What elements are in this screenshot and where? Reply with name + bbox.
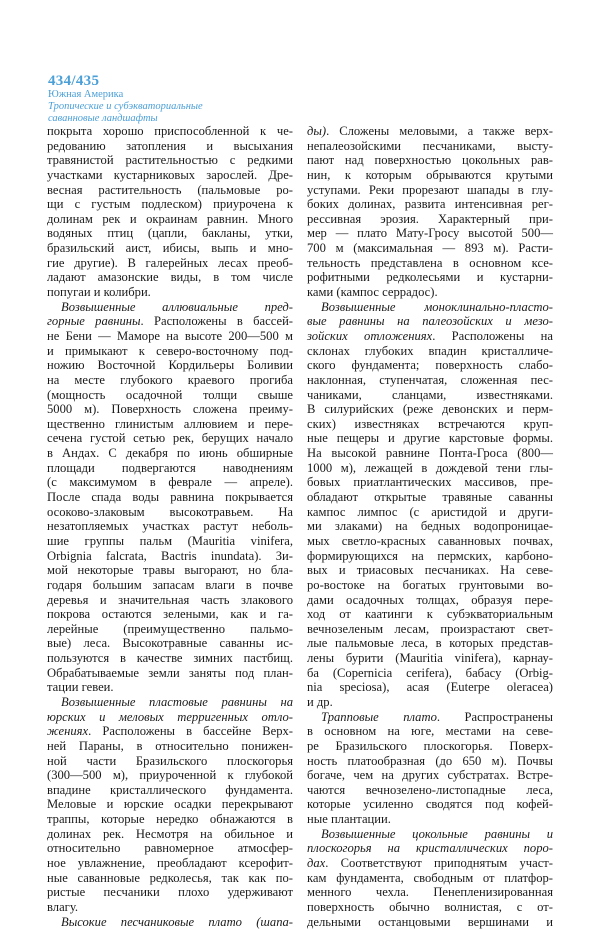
- text-line: [47, 549, 293, 564]
- text-line: [47, 344, 293, 359]
- text-line: [307, 797, 553, 812]
- body-text: nia speciosa), асая (Euterpe oleracea): [307, 680, 553, 695]
- text-line: [307, 153, 553, 168]
- body-text: вечнозеленым лесам, произрастают свет-: [307, 621, 553, 636]
- text-line: [307, 373, 553, 388]
- text-line: [47, 915, 293, 929]
- body-text: ба (Copernicia cerifera), бабасу (Orbig-: [307, 665, 553, 680]
- body-text: После спада воды равнина покрывается: [47, 490, 293, 505]
- text-line: [47, 578, 293, 593]
- text-line: [307, 431, 553, 446]
- body-text: ные пещеры и другие карстовые формы.: [307, 431, 553, 446]
- body-text: кампос лимпос (с аристидой и други-: [307, 504, 553, 519]
- body-text: богаче, чем на других субстратах. Встре-: [307, 768, 553, 783]
- body-text: . Распространены: [436, 709, 553, 724]
- body-text: ной части Бразильского плоскогорья: [47, 753, 293, 768]
- body-text: (с максимумом в феврале — апреле).: [47, 475, 293, 490]
- text-line: [307, 329, 553, 344]
- body-text: ные саванновые редколесья, так как по-: [47, 870, 293, 885]
- section-title: Южная Америка: [48, 89, 124, 100]
- body-text: впадине кристаллического фундамента.: [47, 782, 293, 797]
- text-line: [47, 783, 293, 798]
- body-text: дельными останцовыми вершинами и: [307, 914, 553, 929]
- text-line: [307, 900, 553, 915]
- text-line: [47, 622, 293, 637]
- text-line: [47, 241, 293, 256]
- body-text: участками кустарниковых зарослей. Дре-: [47, 167, 293, 182]
- left-text-column: [47, 124, 293, 929]
- body-text: сечена густой сетью рек, берущих начало: [47, 431, 293, 446]
- text-line: [307, 871, 553, 886]
- body-text: долинам рек и окраинам равнин. Много: [47, 211, 293, 226]
- body-text: и примыкают к северо-восточному под-: [47, 343, 293, 358]
- text-line: [307, 402, 553, 417]
- text-line: [47, 358, 293, 373]
- body-text: покрыта хорошо приспособленной к че-: [47, 124, 293, 138]
- body-text: вых и триасовых песчаниках. На севе-: [307, 563, 553, 578]
- body-text: не Бени — Маморе на высоте 200—500 м: [47, 328, 293, 343]
- italic-heading: плоскогорья на кристаллических поро-: [307, 841, 553, 856]
- body-text: площади подвергаются наводнениям: [47, 460, 293, 475]
- body-text: годаря большим запасам влаги в почве: [47, 577, 293, 592]
- body-text: ней Параны, в относительно понижен-: [47, 738, 293, 753]
- text-line: [307, 666, 553, 681]
- text-line: [47, 724, 293, 739]
- body-text: (мощность осадочной толщи свыше: [47, 387, 293, 402]
- page-numbers: 434/435: [48, 73, 100, 89]
- text-line: [307, 724, 553, 739]
- text-line: [307, 124, 553, 139]
- text-line: [47, 739, 293, 754]
- body-text: Orbignia falcrata, Bactris inundata). Зи-: [47, 548, 293, 563]
- body-text: 5000 м). Поверхность сложена преиму-: [47, 402, 293, 417]
- text-line: [47, 124, 293, 139]
- text-line: [47, 153, 293, 168]
- text-line: [47, 256, 293, 271]
- text-line: [307, 314, 553, 329]
- body-text: щественно глинистым аллювием и пере-: [47, 416, 293, 431]
- text-line: [307, 285, 553, 300]
- text-line: [307, 417, 553, 432]
- text-line: [47, 139, 293, 154]
- text-line: [47, 183, 293, 198]
- text-line: [47, 461, 293, 476]
- body-text: в основном на юге, местами на севе-: [307, 724, 553, 739]
- body-text: формирующихся на пермских, карбоно-: [307, 548, 553, 563]
- body-text: мой некоторые травы выгорают, но бла-: [47, 563, 293, 578]
- body-text: кам фундамента, свободным от платфор-: [307, 870, 553, 885]
- body-text: бовых приатлантических массивов, пре-: [307, 475, 553, 490]
- body-text: На высокой равнине Понта-Гроса (800—: [307, 446, 553, 461]
- text-line: [307, 710, 553, 725]
- body-text: водяных птиц (цапли, бакланы, утки,: [47, 226, 293, 241]
- text-line: [307, 739, 553, 754]
- body-text: 1000 м), лежащей в дождевой тени глы-: [307, 460, 553, 475]
- text-line: [47, 593, 293, 608]
- body-text: ладают амазонские виды, в том числе: [47, 270, 293, 285]
- body-text: Меловые и юрские осадки перекрывают: [47, 797, 293, 812]
- text-line: [47, 388, 293, 403]
- text-line: [307, 344, 553, 359]
- text-line: [307, 300, 553, 315]
- body-text: ре Бразильского плоскогорья. Поверх-: [307, 738, 553, 753]
- body-text: наклонная, ступенчатая, сложенная пес-: [307, 372, 553, 387]
- body-text: . Расположены в бассейне Верх-: [88, 724, 293, 739]
- text-line: [307, 226, 553, 241]
- text-line: [47, 856, 293, 871]
- body-text: ные плантации.: [307, 812, 391, 827]
- subsection-title-line-1: Тропические и субэкваториальные: [48, 101, 203, 112]
- body-text: гие другие). В галерейных лесах преоб-: [47, 255, 293, 270]
- text-line: [47, 417, 293, 432]
- text-line: [307, 490, 553, 505]
- text-line: [307, 549, 553, 564]
- text-line: [307, 607, 553, 622]
- text-line: [47, 475, 293, 490]
- body-text: боких долинах, развита интенсивная рег-: [307, 197, 553, 212]
- text-line: [47, 797, 293, 812]
- body-text: деревья и значительная часть злакового: [47, 592, 293, 607]
- body-text: и др.: [307, 694, 333, 709]
- text-line: [47, 827, 293, 842]
- body-text: ского фундамента; поверхность слабо-: [307, 358, 553, 373]
- text-line: [47, 768, 293, 783]
- text-line: [307, 636, 553, 651]
- body-text: рессивная эрозия. Характерный при-: [307, 211, 553, 226]
- body-text: В силурийских (реже девонских и перм-: [307, 402, 553, 417]
- text-line: [47, 285, 293, 300]
- text-line: [47, 226, 293, 241]
- text-line: [307, 168, 553, 183]
- body-text: мер — плато Мату-Гросу высотой 500—: [307, 226, 553, 241]
- text-line: [307, 578, 553, 593]
- italic-heading: Возвышенные моноклинально-пласто-: [321, 299, 553, 314]
- body-text: ских) известняках встречаются круп-: [307, 416, 553, 431]
- body-text: непалеозойскими песчаниками, высту-: [307, 138, 553, 153]
- text-line: [307, 622, 553, 637]
- italic-heading: зойских отложениях: [307, 328, 433, 343]
- body-text: редованию затопления и высыхания: [47, 138, 293, 153]
- body-text: ро-востоке на богатых грунтовыми во-: [307, 577, 553, 592]
- text-line: [307, 783, 553, 798]
- body-text: чаются вечнозелено-листопадные леса,: [307, 782, 553, 797]
- text-line: [307, 680, 553, 695]
- body-text: траппы, которые нередко обнажаются в: [47, 812, 293, 827]
- italic-heading: Трапповые плато: [321, 709, 437, 724]
- italic-heading: Возвышенные цокольные равнины и: [321, 826, 553, 841]
- text-line: [47, 563, 293, 578]
- subsection-title-line-2: саванновые ландшафты: [48, 113, 158, 124]
- text-line: [307, 270, 553, 285]
- text-line: [47, 680, 293, 695]
- body-text: склонах глубоких впадин кристалличе-: [307, 343, 553, 358]
- text-line: [307, 534, 553, 549]
- text-line: [307, 475, 553, 490]
- body-text: попугаи и колибри.: [47, 285, 151, 300]
- text-line: [307, 183, 553, 198]
- text-line: [47, 490, 293, 505]
- italic-heading: Возвышенные аллювиальные пред-: [61, 299, 293, 314]
- body-text: . Расположены на: [432, 328, 553, 343]
- body-text: долинах рек. Несмотря на обильное и: [47, 826, 293, 841]
- text-line: [47, 446, 293, 461]
- body-text: ножию Восточной Кордильеры Боливии: [47, 358, 293, 373]
- body-text: (300—500 м), приуроченной к глубокой: [47, 768, 293, 783]
- text-line: [307, 651, 553, 666]
- body-text: тельность представлена в основном ксе-: [307, 255, 553, 270]
- text-line: [47, 270, 293, 285]
- text-line: [307, 358, 553, 373]
- body-text: вые) леса. Высокотравные саванны ис-: [47, 636, 293, 651]
- text-line: [47, 300, 293, 315]
- italic-heading: горные равнины: [47, 314, 141, 329]
- text-line: [47, 329, 293, 344]
- text-line: [47, 314, 293, 329]
- text-line: [307, 768, 553, 783]
- body-text: тации гевеи.: [47, 680, 114, 695]
- text-line: [47, 871, 293, 886]
- italic-heading: ды): [307, 124, 327, 138]
- text-line: [47, 431, 293, 446]
- text-line: [307, 827, 553, 842]
- body-text: лены бурити (Mauritia vinifera), карнау-: [307, 651, 553, 666]
- body-text: щи с густым подлеском) приурочена к: [47, 197, 293, 212]
- right-text-column: [307, 124, 553, 929]
- text-line: [307, 388, 553, 403]
- body-text: нин, к которым обрываются крутыми: [307, 167, 553, 182]
- body-text: в Андах. С декабря по июнь обширные: [47, 446, 293, 461]
- text-line: [307, 461, 553, 476]
- text-line: [307, 505, 553, 520]
- text-line: [47, 212, 293, 227]
- text-line: [307, 812, 553, 827]
- text-line: [47, 534, 293, 549]
- body-text: ками (кампос серрадос).: [307, 285, 438, 300]
- body-text: уступами. Реки прорезают шапады в глу-: [307, 182, 553, 197]
- text-line: [307, 519, 553, 534]
- text-line: [47, 885, 293, 900]
- body-text: весная растительность (пальмовые ро-: [47, 182, 293, 197]
- text-line: [307, 885, 553, 900]
- text-line: [307, 695, 553, 710]
- body-text: влагу.: [47, 899, 79, 914]
- italic-heading: Высокие песчаниковые плато (шапа-: [61, 914, 293, 929]
- text-line: [47, 519, 293, 534]
- text-line: [307, 841, 553, 856]
- body-text: ное увлажнение, преобладают ксерофит-: [47, 856, 293, 871]
- body-text: бразильский аист, ибисы, выпь и мно-: [47, 241, 293, 256]
- text-line: [47, 754, 293, 769]
- text-line: [47, 651, 293, 666]
- body-text: поверхность обычно волнистая, с от-: [307, 899, 553, 914]
- text-line: [307, 915, 553, 929]
- text-line: [307, 139, 553, 154]
- body-text: 700 м (максимальная — 893 м). Расти-: [307, 241, 553, 256]
- body-text: ристые песчаники плохо удерживают: [47, 885, 293, 900]
- body-text: незатопляемых участках растут неболь-: [47, 519, 293, 534]
- text-line: [47, 373, 293, 388]
- body-text: покрова остаются зелеными, как и га-: [47, 607, 293, 622]
- body-text: рофитными редколесьями и кустарни-: [307, 270, 553, 285]
- body-text: травянистой растительностью с редкими: [47, 153, 293, 168]
- text-line: [47, 197, 293, 212]
- text-line: [47, 812, 293, 827]
- italic-heading: юрских и меловых терригенных отло-: [47, 709, 293, 724]
- text-line: [307, 446, 553, 461]
- body-text: ми злаками) на бедных водопроницае-: [307, 519, 553, 534]
- body-text: . Расположены в бассей-: [140, 314, 293, 329]
- body-text: ход от каатинги к субэкваториальным: [307, 607, 553, 622]
- italic-heading: дах: [307, 856, 326, 871]
- body-text: . Соответствуют приподнятым участ-: [325, 856, 553, 871]
- italic-heading: Возвышенные пластовые равнины на: [61, 694, 293, 709]
- body-text: шие группы пальм (Mauritia vinifera,: [47, 533, 293, 548]
- text-line: [47, 168, 293, 183]
- body-text: которые усиленно сводятся под кофей-: [307, 797, 553, 812]
- text-line: [307, 563, 553, 578]
- text-line: [307, 856, 553, 871]
- text-line: [307, 212, 553, 227]
- body-text: Обрабатываемые земли заняты под план-: [47, 665, 293, 680]
- text-line: [47, 710, 293, 725]
- text-line: [307, 754, 553, 769]
- text-line: [47, 841, 293, 856]
- text-line: [307, 593, 553, 608]
- body-text: осоково-злаковым высокотравьем. На: [47, 504, 293, 519]
- body-text: мых светло-красных саванновых почвах,: [307, 533, 553, 548]
- text-line: [47, 607, 293, 622]
- body-text: пают над поверхностью цокольных рав-: [307, 153, 553, 168]
- text-line: [47, 402, 293, 417]
- body-text: лые пальмовые леса, в которых представ-: [307, 636, 553, 651]
- text-line: [47, 666, 293, 681]
- body-text: . Сложены меловыми, а также верх-: [326, 124, 553, 138]
- body-text: чаниками, сланцами, известняками.: [307, 387, 553, 402]
- text-line: [47, 505, 293, 520]
- body-text: менного чехла. Пенепленизированная: [307, 885, 553, 900]
- body-text: пользуются в качестве зимних пастбищ.: [47, 651, 293, 666]
- body-text: лерейные (преимущественно пальмо-: [47, 621, 293, 636]
- body-text: ность платообразная (до 650 м). Почвы: [307, 753, 553, 768]
- body-text: на месте глубокого краевого прогиба: [47, 372, 293, 387]
- body-text: дами осадочных толщах, образуя пере-: [307, 592, 553, 607]
- text-line: [307, 241, 553, 256]
- running-header: [48, 73, 203, 125]
- text-line: [47, 900, 293, 915]
- body-text: обладают открытые травяные саванны: [307, 490, 553, 505]
- text-line: [307, 197, 553, 212]
- text-line: [47, 695, 293, 710]
- text-line: [47, 636, 293, 651]
- text-line: [307, 256, 553, 271]
- italic-heading: вые равнины на палеозойских и мезо-: [307, 314, 553, 329]
- italic-heading: жениях: [47, 724, 89, 739]
- body-text: относительно равномерное атмосфер-: [47, 841, 293, 856]
